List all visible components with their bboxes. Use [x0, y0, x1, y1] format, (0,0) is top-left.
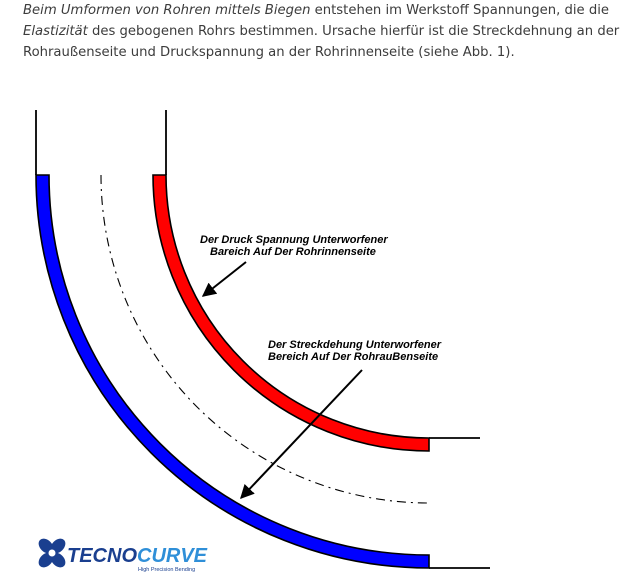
compression-label-line1: Der Druck Spannung Unterworfener: [200, 234, 388, 246]
intro-italic-2: Elastizität: [23, 24, 88, 39]
inner-wall-band: [153, 175, 429, 451]
logo-wordmark: [67, 545, 208, 567]
logo-wordmark-part1: TECNO: [67, 545, 137, 567]
logo-tagline: High Precision Bending: [138, 567, 196, 573]
intro-text-2: des gebogenen Rohrs bestimmen. Ursache hierfür ist die Streckdehnung an der Rohraußenseite und Druckspannung an der Rohrinnenseite (siehe Abb. 1).: [23, 24, 620, 60]
intro-text-1: entstehen im Werkstoff Spannungen, die die: [310, 3, 609, 18]
tension-label-line1: Der Streckdehung Unterworfener: [268, 339, 441, 351]
compression-arrow: [203, 262, 246, 296]
tension-label-line2: Bereich Auf Der RohrauBenseite: [268, 351, 439, 363]
intro-italic-1: Beim Umformen von Rohren mittels Biegen: [23, 3, 311, 18]
compression-label-line2: Bareich Auf Der Rohrinnenseite: [210, 246, 376, 258]
tecnocurve-logo: [36, 536, 208, 573]
logo-wordmark-part2: CURVE: [137, 545, 208, 567]
logo-mark-icon: [36, 536, 69, 571]
